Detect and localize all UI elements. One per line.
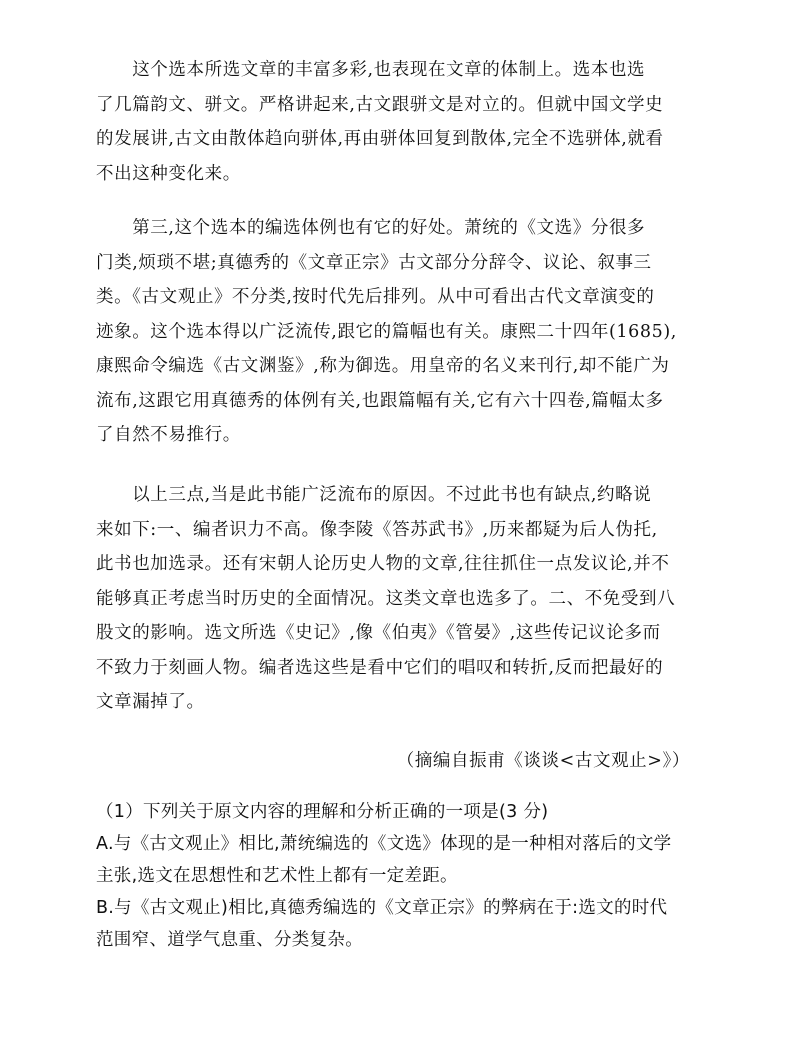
- paragraph-2: [96, 211, 696, 453]
- paragraph-3-line: 以上三点,当是此书能广泛流布的原因。不过此书也有缺点,约略说: [96, 485, 652, 505]
- paragraph-2-line: 流布,这跟它用真德秀的体例有关,也跟篇幅有关,它有六十四卷,篇幅太多: [96, 390, 664, 411]
- option-b-line: 范围窄、道学气息重、分类复杂。: [96, 930, 363, 950]
- paragraph-1: [96, 53, 696, 191]
- paragraph-1-line: 这个选本所选文章的丰富多彩,也表现在文章的体制上。选本也选: [96, 60, 646, 80]
- question-stem: （1）下列关于原文内容的理解和分析正确的一项是(3 分): [96, 802, 549, 822]
- paragraph-2-line: 康熙命令编选《古文渊鉴》,称为御选。用皇帝的名义来刊行,却不能广为: [96, 356, 670, 376]
- paragraph-2-line: 门类,烦琐不堪;真德秀的《文章正宗》古文部分分辞令、议论、叙事三: [96, 252, 652, 273]
- paragraph-3-line: 不致力于刻画人物。编者选这些是看中它们的唱叹和转折,反而把最好的: [96, 657, 664, 678]
- option-b-line: B.与《古文观止)相比,真德秀编选的《文章正宗》的弊病在于:选文的时代: [96, 898, 668, 918]
- paragraph-3-line: 此书也加选录。还有宋朝人论历史人物的文章,往往抓住一点发议论,并不: [96, 554, 670, 574]
- option-a-line: A.与《古文观止》相比,萧统编选的《文选》体现的是一种相对落后的文学: [96, 834, 672, 854]
- paragraph-1-line: 了几篇韵文、骈文。严格讲起来,古文跟骈文是对立的。但就中国文学史: [96, 94, 664, 115]
- paragraph-3-line: 来如下:一、编者识力不高。像李陵《答苏武书》,历来都疑为后人伪托,: [96, 519, 658, 540]
- paragraph-2-line: 了自然不易推行。: [96, 425, 241, 445]
- option-a-line: 主张,选文在思想性和艺术性上都有一定差距。: [96, 866, 458, 886]
- source-citation: （摘编自振甫《谈谈<古文观止>》）: [396, 751, 690, 771]
- paragraph-3-line: 能够真正考虑当时历史的全面情况。这类文章也选多了。二、不免受到八: [96, 588, 676, 609]
- paragraph-3-line: 股文的影响。选文所选《史记》,像《伯夷》《管晏》,这些传记议论多而: [96, 623, 661, 643]
- paragraph-3-line: 文章漏掉了。: [96, 692, 205, 712]
- paragraph-1-line: 的发展讲,古文由散体趋向骈体,再由骈体回复到散体,完全不选骈体,就看: [96, 129, 664, 149]
- question-1: [96, 796, 716, 956]
- paragraph-1-line: 不出这种变化来。: [96, 163, 241, 184]
- paragraph-2-line: 迹象。这个选本得以广泛流传,跟它的篇幅也有关。康熙二十四年(1685),: [96, 321, 677, 342]
- paragraph-2-line: 类。《古文观止》不分类,按时代先后排列。从中可看出古代文章演变的: [96, 287, 655, 307]
- paragraph-3: [96, 478, 696, 720]
- paragraph-2-line: 第三,这个选本的编选体例也有它的好处。萧统的《文选》分很多: [96, 218, 646, 238]
